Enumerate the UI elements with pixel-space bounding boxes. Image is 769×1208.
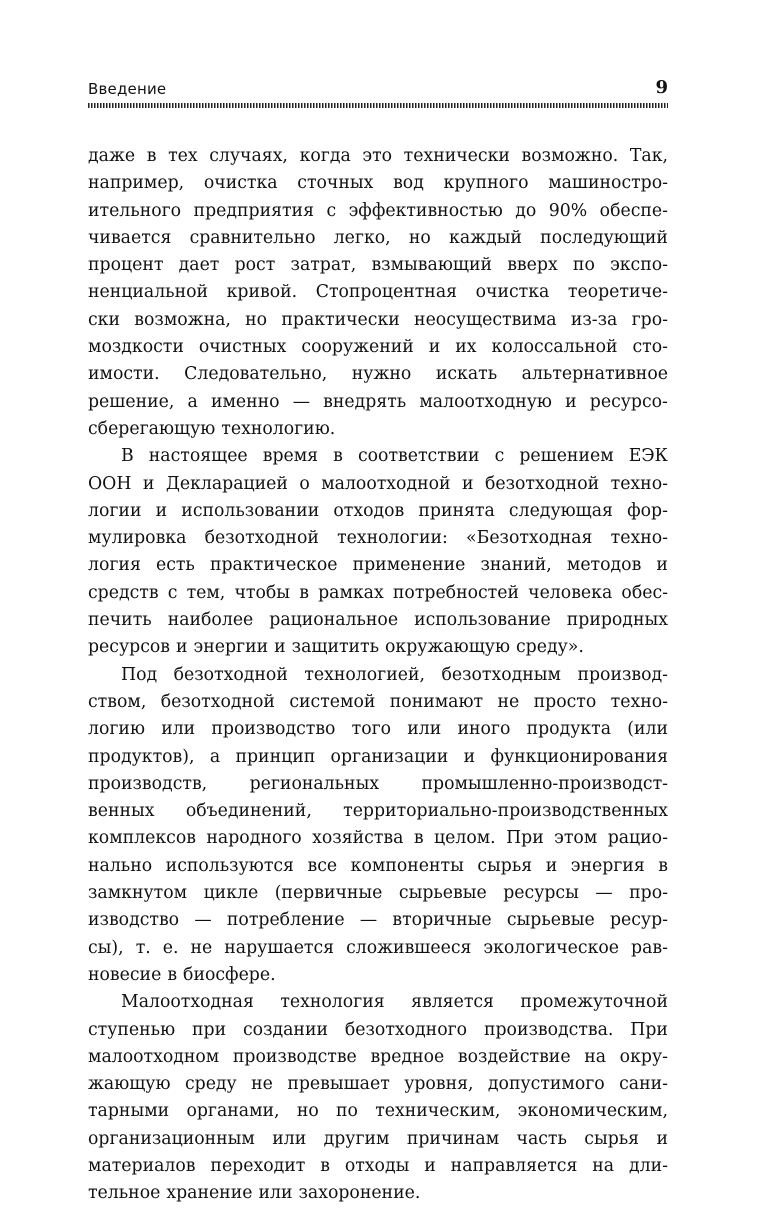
text-line: чивается сравнительно легко, но каждый последующий xyxy=(88,227,668,248)
text-line: средств с тем, чтобы в рамках потребностей человека обес- xyxy=(88,582,668,603)
paragraph xyxy=(88,143,668,443)
text-line: материалов переходит в отходы и направляется на дли- xyxy=(88,1155,668,1176)
text-line: продуктов), а принцип организации и функционирования xyxy=(88,746,668,767)
text-line: замкнутом цикле (первичные сырьевые ресурсы — про- xyxy=(88,883,668,904)
text-line: печить наиболее рациональное использование природных xyxy=(88,610,668,631)
text-line: ски возможна, но практически неосуществима из-за гро- xyxy=(88,309,668,330)
text-line: логию или производство того или иного продукта (или xyxy=(88,719,668,740)
text-line: малоотходном производстве вредное воздействие на окру- xyxy=(88,1046,668,1067)
text-line: ненциальной кривой. Стопроцентная очистка теоретиче- xyxy=(88,282,668,303)
text-line: мулировка безотходной технологии: «Безотходная техно- xyxy=(88,528,668,549)
section-title: Введение xyxy=(88,80,167,98)
text-line: ресурсов и энергии и защитить окружающую среду». xyxy=(88,637,584,658)
text-line: организационным или другим причинам часть сырья и xyxy=(88,1128,668,1149)
paragraph xyxy=(88,443,668,661)
body-text xyxy=(88,143,668,1208)
text-line: изводство — потребление — вторичные сырьевые ресур- xyxy=(88,910,668,931)
text-line: например, очистка сточных вод крупного машиностро- xyxy=(88,173,668,194)
text-line: венных объединений, территориально-производственных xyxy=(88,801,668,822)
text-line: ительного предприятия с эффективностью до 90% обеспе- xyxy=(88,200,668,221)
text-line: ступенью при создании безотходного производства. При xyxy=(88,1019,668,1040)
text-line: сберегающую технологию. xyxy=(88,418,336,439)
page-number: 9 xyxy=(655,77,668,98)
running-head xyxy=(88,77,668,102)
text-line: тарными органами, но по техническим, экономическим, xyxy=(88,1101,668,1122)
text-line: новесие в биосфере. xyxy=(88,964,276,985)
text-line: имости. Следовательно, нужно искать альтернативное xyxy=(88,364,668,385)
text-line: процент дает рост затрат, взмывающий вверх по экспо- xyxy=(88,255,668,276)
text-line: ством, безотходной системой понимают не просто техно- xyxy=(88,691,668,712)
text-line: комплексов народного хозяйства в целом. При этом рацио- xyxy=(88,828,668,849)
text-line: нально используются все компоненты сырья и энергия в xyxy=(88,855,668,876)
text-line: Малоотходная технология является промежуточной xyxy=(121,992,668,1013)
text-line: решение, а именно — внедрять малоотходную и ресурсо- xyxy=(88,391,668,412)
text-line: сы), т. е. не нарушается сложившееся экологическое рав- xyxy=(88,937,668,958)
text-line: В настоящее время в соответствии с решением ЕЭК xyxy=(121,446,668,467)
text-line: производств, региональных промышленно-производст- xyxy=(88,773,668,794)
text-line: жающую среду не превышает уровня, допустимого сани- xyxy=(88,1074,668,1095)
text-line: логия есть практическое применение знаний, методов и xyxy=(88,555,668,576)
paragraph xyxy=(88,662,668,990)
paragraph xyxy=(88,989,668,1207)
text-line: ООН и Декларацией о малоотходной и безотходной техно- xyxy=(88,473,668,494)
text-line: тельное хранение или захоронение. xyxy=(88,1183,421,1204)
text-line: даже в тех случаях, когда это технически возможно. Так, xyxy=(88,146,668,166)
text-line: логии и использовании отходов принята следующая фор- xyxy=(88,500,668,521)
header-rule xyxy=(88,103,668,108)
text-line: моздкости очистных сооружений и их колоссальной сто- xyxy=(88,337,668,358)
text-line: Под безотходной технологией, безотходным производ- xyxy=(121,664,668,685)
